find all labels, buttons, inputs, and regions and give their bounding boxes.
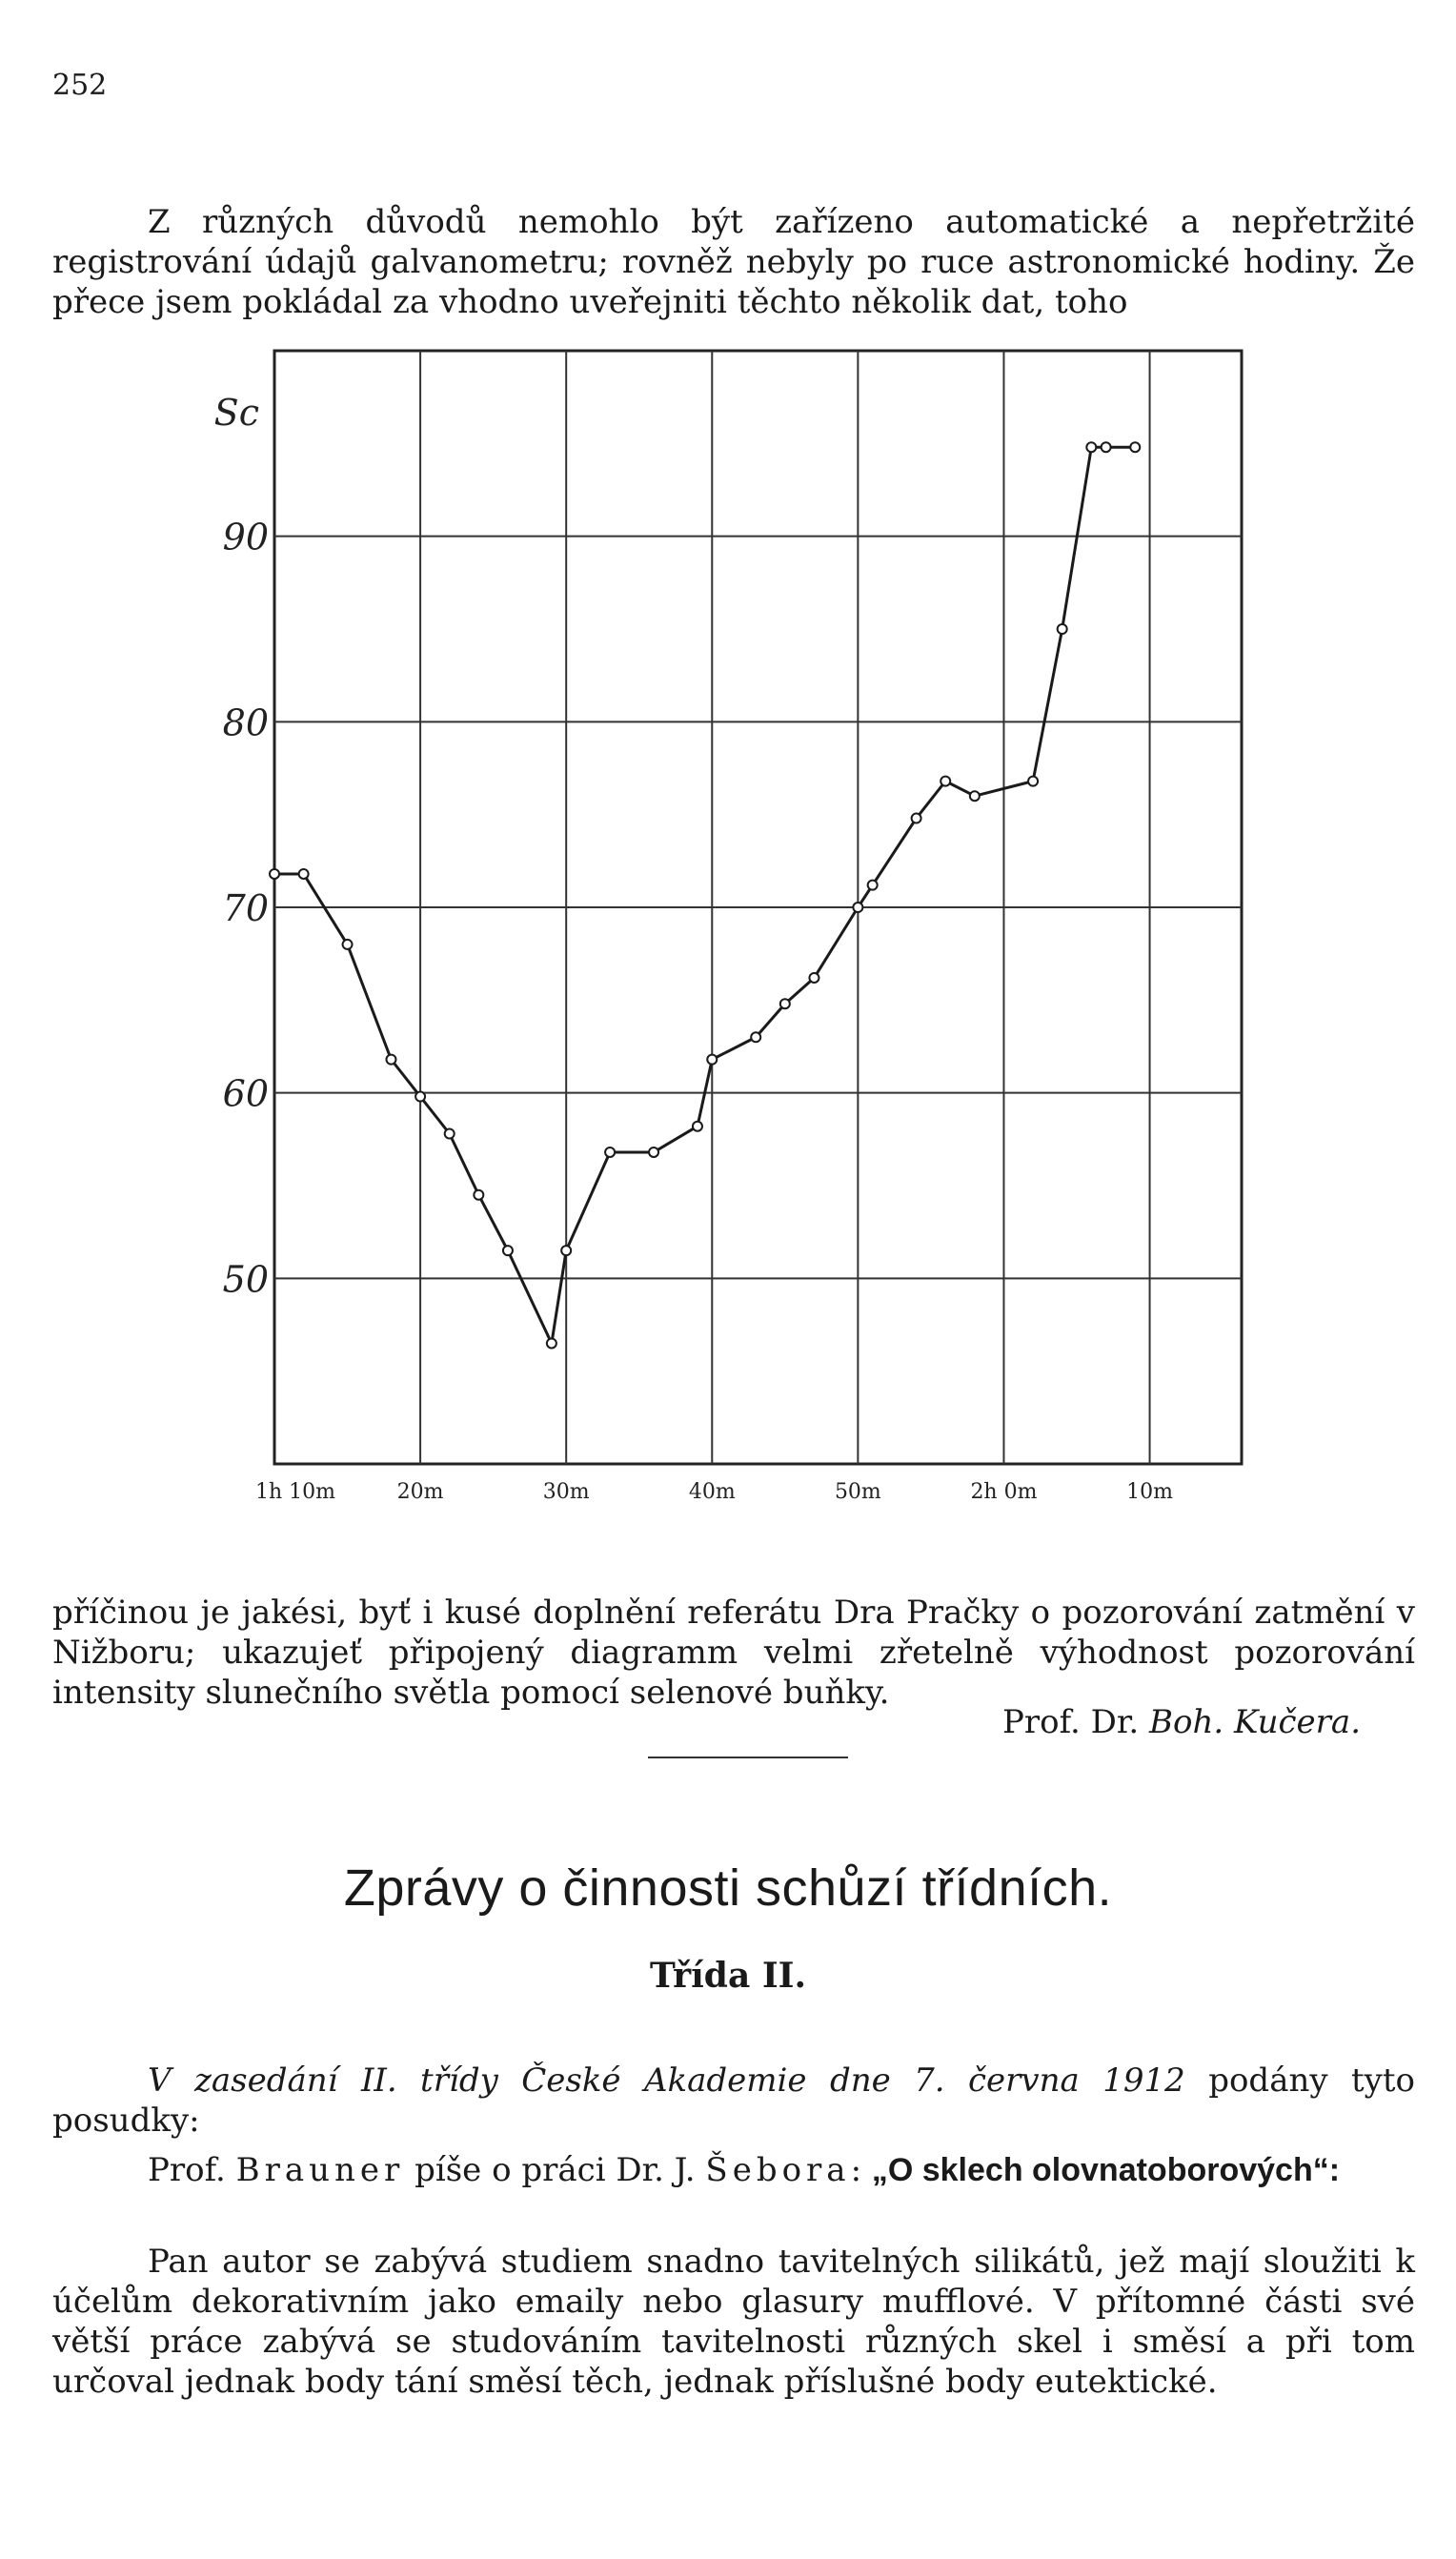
brauner-p2: píše o práci Dr. J. [404,2151,706,2189]
session-paragraph [52,2061,1415,2141]
data-point [445,1128,455,1138]
data-point [343,940,353,949]
data-point [270,869,279,879]
brauner-name: Brauner [235,2151,405,2189]
data-point [415,1092,425,1102]
y-tick-label: 70 [222,887,269,929]
y-tick-label: 80 [222,701,269,744]
data-point [299,869,309,879]
brauner-paragraph [52,2150,1415,2190]
y-tick-label: 90 [222,516,269,559]
data-point [649,1147,658,1157]
signature [1002,1703,1361,1741]
y-axis-label: Sc [213,392,259,434]
data-point [474,1190,483,1200]
signature-prefix: Prof. Dr. [1002,1703,1149,1741]
session-rest: podány tyto posudky: [52,2061,1415,2140]
x-tick-label: 20m [396,1480,444,1504]
page-number: 252 [52,69,108,102]
data-point [809,973,819,983]
data-point [970,791,980,801]
data-point [912,814,921,823]
x-tick-label: 50m [834,1480,881,1504]
data-point [1086,442,1096,452]
x-tick-label: 10m [1126,1480,1173,1504]
data-point [707,1055,717,1065]
x-tick-label: 1h 10m [255,1480,336,1504]
work-title: „O sklech olovnatoborových“: [871,2152,1341,2188]
brauner-p3: : [850,2151,872,2189]
sebor-name: Šebora [705,2151,851,2189]
data-point [1058,624,1067,634]
data-point [547,1338,556,1348]
closing-paragraph: příčinou je jakési, byť i kusé doplnění referátu Dra Pračky o pozorování zatmění v Nižboru; ukazujeť připojený diagramm velmi zřetelně výhodnost pozorování intensity slunečního světla pomocí selenové buňky. [52,1594,1415,1712]
data-point [605,1147,615,1157]
data-point [1102,442,1111,452]
x-tick-label: 30m [542,1480,590,1504]
chart [210,343,1296,1515]
x-tick-label: 40m [688,1480,736,1504]
brauner-p1: Prof. [148,2151,236,2189]
intro-paragraph: Z různých důvodů nemohlo být zařízeno automatické a nepřetržité registrování údajů galvanometru; rovněž nebyly po ruce astronomické hodiny. Že přece jsem pokládal za vhodno uveřejniti těchto několik dat, toho [52,203,1415,321]
data-point [1130,442,1140,452]
data-point [780,999,790,1008]
data-point [561,1246,571,1255]
session-italic: V zasedání II. třídy České Akademie dne 7. června 1912 [148,2061,1185,2100]
x-tick-label: 2h 0m [970,1480,1038,1504]
data-point [386,1055,395,1065]
author-paragraph: Pan autor se zabývá studiem snadno tavitelných silikátů, jež mají sloužiti k účelům dekorativním jako emaily nebo glasury mufflové. V přítomné části své větší práce zabývá se studováním tavitelnosti různých skel i směsí a při tom určoval jednak body tání směsí těch, jednak příslušné body eutektické. [52,2243,1415,2401]
section-divider [648,1757,848,1758]
y-tick-label: 50 [222,1258,269,1301]
data-point [693,1122,702,1131]
data-point [853,903,862,912]
data-point [868,881,878,890]
signature-name: Boh. Kučera. [1148,1703,1361,1741]
y-tick-label: 60 [222,1072,269,1115]
section-subheading: Třída II. [649,1956,807,1996]
data-point [940,777,950,786]
data-point [503,1246,513,1255]
data-point [1028,777,1038,786]
section-heading: Zprávy o činnosti schůzí třídních. [343,1859,1113,1917]
data-point [751,1032,760,1042]
chart-svg [210,343,1296,1515]
series-line [274,447,1135,1343]
